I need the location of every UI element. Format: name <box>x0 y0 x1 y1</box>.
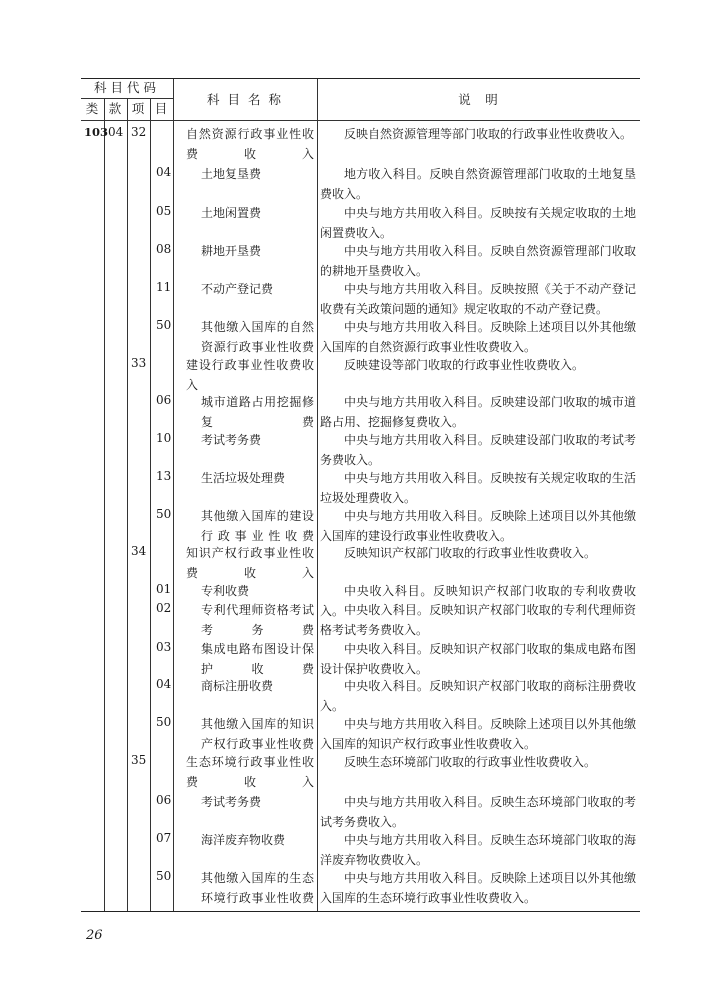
item-description: 中央与地方共用收入科目。反映建设部门收取的城市道路占用、挖掘修复费收入。 <box>320 395 636 429</box>
code-mu: 08 <box>156 242 172 256</box>
item-description: 中央与地方共用收入科目。反映除上述项目以外其他缴入国库的知识产权行政事业性收费收入。 <box>320 717 636 751</box>
col-line-mu-name <box>173 79 174 911</box>
code-mu: 50 <box>156 715 172 729</box>
item-name: 其他缴入国库的自然资源行政事业性收费 <box>201 320 314 354</box>
item-name: 知识产权行政事业性收费收入 <box>186 546 314 580</box>
col-line-kuan-xiang <box>127 99 128 911</box>
item-name: 专利收费 <box>201 584 250 598</box>
item-description: 中央与地方共用收入科目。反映按有关规定收取的生活垃圾处理费收入。 <box>320 471 636 505</box>
item-description: 反映生态环境部门收取的行政事业性收费收入。 <box>344 755 597 769</box>
code-xiang: 35 <box>131 753 147 767</box>
code-mu: 50 <box>156 507 172 521</box>
header-desc: 说 明 <box>458 92 499 107</box>
header-bottom-rule <box>81 120 640 121</box>
code-mu: 01 <box>156 582 172 596</box>
item-name: 建设行政事业性收费收入 <box>186 358 314 392</box>
item-description: 中央收入科目。反映知识产权部门收取的集成电路布图设计保护收费收入。 <box>320 642 636 676</box>
item-description: 反映自然资源管理等部门收取的行政事业性收费收入。 <box>344 127 633 141</box>
item-name: 城市道路占用挖掘修复费 <box>201 395 314 429</box>
item-name: 其他缴入国库的生态环境行政事业性收费 <box>201 871 314 905</box>
header-lei: 类 <box>85 101 100 116</box>
item-name: 考试考务费 <box>201 433 262 447</box>
page-number: 26 <box>86 928 103 943</box>
header-name: 科 目 名 称 <box>207 92 283 107</box>
item-name: 海洋废弃物收费 <box>201 833 286 847</box>
code-mu: 02 <box>156 601 172 615</box>
header-xiang: 项 <box>131 101 146 116</box>
header-kuan: 款 <box>108 101 123 116</box>
item-description: 中央与地方共用收入科目。反映除上述项目以外其他缴入国库的生态环境行政事业性收费收入。 <box>320 871 636 905</box>
code-mu: 07 <box>156 831 172 845</box>
item-name: 自然资源行政事业性收费收入 <box>186 127 314 161</box>
code-kuan: 04 <box>108 125 124 139</box>
item-description: 中央与地方共用收入科目。反映除上述项目以外其他缴入国库的自然资源行政事业性收费收入。 <box>320 320 636 354</box>
item-description: 中央收入科目。反映知识产权部门收取的商标注册费收入。 <box>320 679 636 713</box>
item-description: 中央与地方共用收入科目。反映按照《关于不动产登记收费有关政策问题的通知》规定收取的不动产登记费。 <box>320 282 636 316</box>
item-name: 专利代理师资格考试考务费 <box>201 603 314 637</box>
code-mu: 50 <box>156 318 172 332</box>
code-mu: 03 <box>156 640 172 654</box>
code-xiang: 34 <box>131 544 147 558</box>
code-lei: 103 <box>84 125 109 139</box>
col-line-name-desc <box>317 79 318 911</box>
item-name: 商标注册收费 <box>201 679 274 693</box>
item-description: 中央与地方共用收入科目。反映生态环境部门收取的海洋废弃物收费收入。 <box>320 833 636 867</box>
item-name: 土地复垦费 <box>201 167 262 181</box>
item-name: 土地闲置费 <box>201 206 262 220</box>
item-description: 反映知识产权部门收取的行政事业性收费收入。 <box>344 546 597 560</box>
item-description: 中央与地方共用收入科目。反映建设部门收取的考试考务费收入。 <box>320 433 636 467</box>
code-mu: 06 <box>156 393 172 407</box>
header-code-group: 科目代码 <box>93 80 160 95</box>
code-mu: 10 <box>156 431 172 445</box>
code-mu: 11 <box>156 280 172 294</box>
item-name: 考试考务费 <box>201 795 262 809</box>
item-description: 中央与地方共用收入科目。反映除上述项目以外其他缴入国库的建设行政事业性收费收入。 <box>320 509 636 543</box>
item-name: 其他缴入国库的知识产权行政事业性收费 <box>201 717 314 751</box>
code-mu: 50 <box>156 869 172 883</box>
item-description: 中央收入科目。反映知识产权部门收取的专利收费收入。 <box>320 584 636 618</box>
code-xiang: 33 <box>131 356 147 370</box>
item-name: 不动产登记费 <box>201 282 274 296</box>
item-name: 生活垃圾处理费 <box>201 471 286 485</box>
code-xiang: 32 <box>131 125 147 139</box>
code-mu: 06 <box>156 793 172 807</box>
item-description: 中央收入科目。反映知识产权部门收取的专利代理师资格考试考务费收入。 <box>320 603 636 637</box>
item-name: 集成电路布图设计保护收费 <box>201 642 314 676</box>
item-description: 中央与地方共用收入科目。反映生态环境部门收取的考试考务费收入。 <box>320 795 636 829</box>
item-description: 中央与地方共用收入科目。反映按有关规定收取的土地闲置费收入。 <box>320 206 636 240</box>
code-mu: 04 <box>156 165 172 179</box>
item-name: 耕地开垦费 <box>201 244 262 258</box>
code-mu: 04 <box>156 677 172 691</box>
code-mu: 05 <box>156 204 172 218</box>
item-description: 反映建设等部门收取的行政事业性收费收入。 <box>344 358 585 372</box>
item-description: 中央与地方共用收入科目。反映自然资源管理部门收取的耕地开垦费收入。 <box>320 244 636 278</box>
code-mu: 13 <box>156 469 172 483</box>
table-top-rule <box>81 78 640 79</box>
col-line-xiang-mu <box>150 99 151 911</box>
item-name: 生态环境行政事业性收费收入 <box>186 755 314 789</box>
col-line-lei-kuan <box>104 99 105 911</box>
table-bottom-rule <box>81 911 640 912</box>
item-name: 其他缴入国库的建设行政事业性收费 <box>201 509 314 543</box>
item-description: 地方收入科目。反映自然资源管理部门收取的土地复垦费收入。 <box>320 167 636 201</box>
header-mu: 目 <box>154 101 169 116</box>
